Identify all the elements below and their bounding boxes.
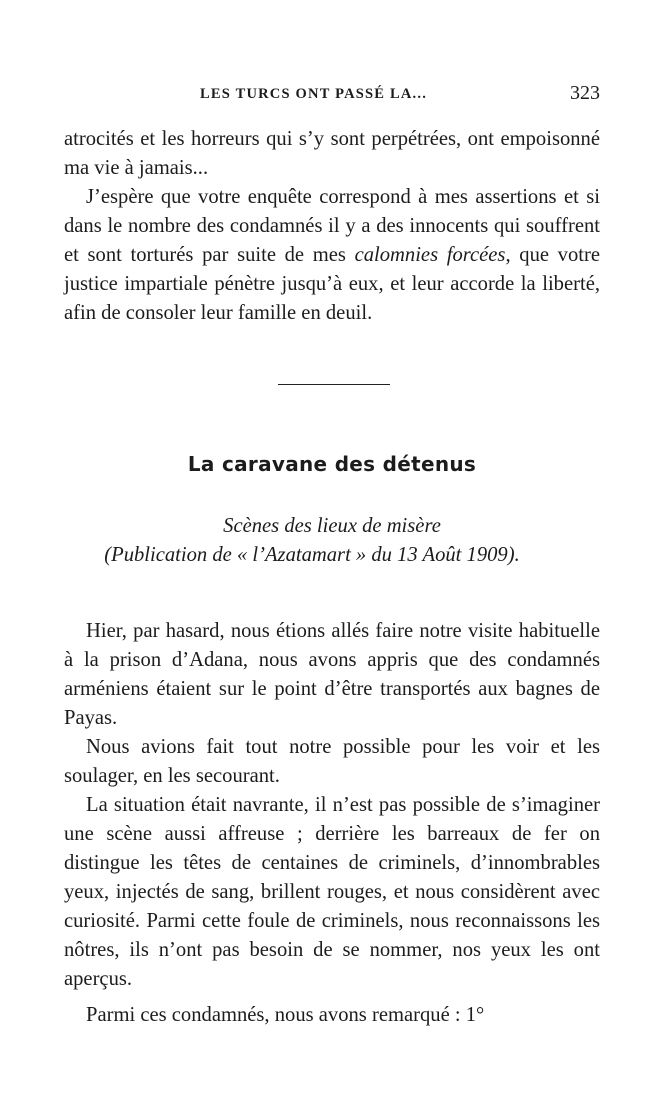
section-divider: [278, 384, 390, 385]
running-title: LES TURCS ONT PASSÉ LA...: [200, 86, 428, 102]
section-title: La caravane des détenus: [187, 452, 477, 476]
paragraph-text-start: J’espère que votre enquête correspond à mes assertions et si dans le nombre des condamnés il y a des innocents qui souffrent et sont torturés par suite de mes: [64, 186, 600, 266]
paragraph-situation: La situation était navrante, il n’est pas possible de s’imaginer une scène aussi affreuse ; derrière les barreaux de fer on distingue les têtes de centaines de criminels, d’innombrables yeux, injectés de sang, brillent rouges, et nous considèrent avec curiosité. Parmi cette foule de criminels, nous reconnaissons les nôtres, ils n’ont pas besoin de se nommer, nos yeux les ont aperçus.: [64, 794, 600, 990]
publication-note: (Publication de « l’Azatamart » du 13 Août 1909).: [104, 544, 520, 566]
italic-phrase: calomnies forcées: [354, 244, 506, 266]
page-number: 323: [570, 82, 600, 104]
book-page: [64, 0, 600, 1100]
paragraph-text-end: , que votre justice impartiale pénètre jusqu’à eux, et leur accorde la liberté, afin de consoler leur famille en deuil.: [64, 244, 600, 324]
running-head: [64, 80, 600, 110]
section-subtitle: Scènes des lieux de misère: [223, 515, 441, 537]
paragraph-parmi: Parmi ces condamnés, nous avons remarqué : 1°: [86, 1004, 485, 1026]
paragraph-continuation: atrocités et les horreurs qui s’y sont perpétrées, ont empoisonné ma vie à jamais...: [64, 128, 600, 179]
paragraph-hier: Hier, par hasard, nous étions allés faire notre visite habituelle à la prison d’Adana, nous avons appris que des condamnés arméniens étaient sur le point d’être transportés aux bagnes de Payas.: [64, 620, 600, 729]
paragraph-esperance: [64, 183, 600, 328]
paragraph-nous-avions: Nous avions fait tout notre possible pour les voir et les soulager, en les secourant.: [64, 736, 600, 787]
